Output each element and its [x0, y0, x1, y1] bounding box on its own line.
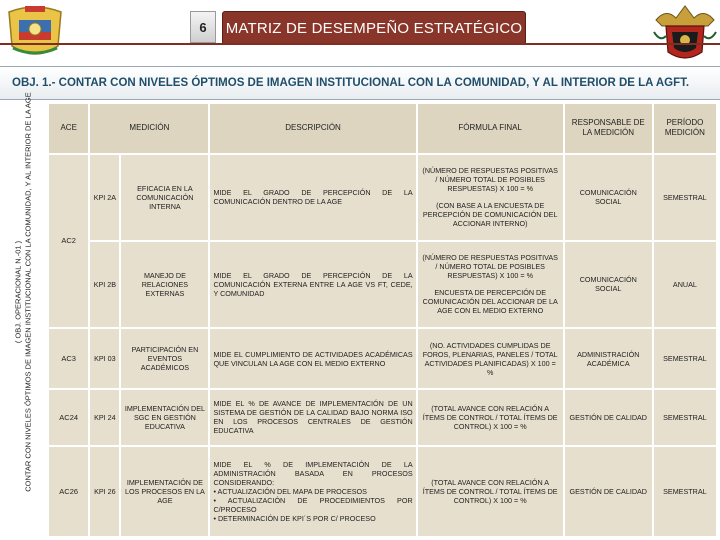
periodo-cell: SEMESTRAL [654, 155, 716, 240]
table-row [49, 447, 716, 536]
medicion-cell: IMPLEMENTACIÓN DE LOS PROCESOS EN LA AGE [121, 447, 208, 536]
medicion-cell: MANEJO DE RELACIONES EXTERNAS [121, 242, 208, 327]
descripcion-cell: MIDE EL GRADO DE PERCEPCIÓN DE LA COMUNICACIÓN EXTERNA ENTRE LA AGE VS FT, CEDE, Y COMUNIDAD [210, 242, 415, 327]
header-responsable: RESPONSABLE DE LA MEDICIÓN [565, 104, 652, 153]
header-descripcion: DESCRIPCIÓN [210, 104, 415, 153]
side-label [0, 92, 46, 540]
header-medicion: MEDICIÓN [90, 104, 208, 153]
periodo-cell: ANUAL [654, 242, 716, 327]
slide-number: 6 [190, 11, 216, 43]
kpi-cell: KPI 2A [90, 155, 119, 240]
page-title: MATRIZ DE DESEMPEÑO ESTRATÉGICO [222, 11, 526, 45]
ace-cell: AC26 [49, 447, 88, 536]
responsable-cell: GESTIÓN DE CALIDAD [565, 447, 652, 536]
periodo-cell: SEMESTRAL [654, 329, 716, 388]
descripcion-cell: MIDE EL % DE AVANCE DE IMPLEMENTACIÓN DE UN SISTEMA DE GESTIÓN DE LA CALIDAD BAJO NORMA ISO EN LOS PROCESOS CENTRALES DE GESTIÓN EDUCATIVA [210, 390, 415, 445]
descripcion-cell [210, 447, 415, 536]
descripcion-line: • ACTUALIZACIÓN DEL MAPA DE PROCESOS [213, 486, 367, 496]
formula-cell: (TOTAL AVANCE CON RELACIÓN A ÍTEMS DE CONTROL / TOTAL ÍTEMS DE CONTROL) X 100 = % [418, 447, 563, 536]
side-label-line2: CONTAR CON NIVELES ÓPTIMOS DE IMAGEN INSTITUCIONAL CON LA COMUNIDAD, Y AL INTERIOR DE LA AGE [23, 92, 32, 492]
formula-cell: (TOTAL AVANCE CON RELACIÓN A ÍTEMS DE CONTROL / TOTAL ÍTEMS DE CONTROL) X 100 = % [418, 390, 563, 445]
objective-heading: OBJ. 1.- CONTAR CON NIVELES ÓPTIMOS DE IMAGEN INSTITUCIONAL CON LA COMUNIDAD, Y AL INTERIOR DE LA AGFT. [0, 66, 720, 100]
formula-cell [418, 155, 563, 240]
table-row [49, 329, 716, 388]
header-periodo: PERÍODO MEDICIÓN [654, 104, 716, 153]
kpi-cell: KPI 03 [90, 329, 119, 388]
kpi-cell: KPI 24 [90, 390, 119, 445]
responsable-cell: ADMINISTRACIÓN ACADÉMICA [565, 329, 652, 388]
periodo-cell: SEMESTRAL [654, 447, 716, 536]
medicion-cell: IMPLEMENTACIÓN DEL SGC EN GESTIÓN EDUCATIVA [121, 390, 208, 445]
formula-note: ENCUESTA DE PERCEPCIÓN DE COMUNICACIÓN DEL ACCIONAR DE LA AGE CON EL MEDIO EXTERNO [422, 288, 558, 316]
performance-matrix [47, 102, 718, 538]
formula-text: (NÚMERO DE RESPUESTAS POSITIVAS / NÚMERO TOTAL DE POSIBLES RESPUESTAS) X 100 = % [422, 166, 558, 194]
descripcion-line: MIDE EL % DE IMPLEMENTACIÓN DE LA ADMINISTRACIÓN BASADA EN PROCESOS CONSIDERANDO: [213, 459, 413, 487]
table-row [49, 242, 716, 327]
header-ace: ACE [49, 104, 88, 153]
formula-note: (CON BASE A LA ENCUESTA DE PERCEPCIÓN DE COMUNICACIÓN DEL ACCIONAR INTERNO) [422, 201, 558, 229]
kpi-cell: KPI 2B [90, 242, 119, 327]
formula-cell: (NO. ACTIVIDADES CUMPLIDAS DE FOROS, PLENARIAS, PANELES / TOTAL ACTIVIDADES PLANIFICADAS) X 100 = % [418, 329, 563, 388]
descripcion-cell: MIDE EL GRADO DE PERCEPCIÓN DE LA COMUNICACIÓN DENTRO DE LA AGE [210, 155, 415, 240]
medicion-cell: PARTICIPACIÓN EN EVENTOS ACADÉMICOS [121, 329, 208, 388]
right-crest-logo [652, 2, 718, 64]
header-row [49, 104, 716, 153]
kpi-cell: KPI 26 [90, 447, 119, 536]
title-divider [0, 43, 720, 45]
formula-cell [418, 242, 563, 327]
descripcion-line: • ACTUALIZACIÓN DE PROCEDIMIENTOS POR C/PROCESO [213, 495, 413, 514]
side-label-line1: ( OBJ. OPERACIONAL N.-01 ) [13, 240, 23, 344]
descripcion-cell: MIDE EL CUMPLIMIENTO DE ACTIVIDADES ACADÉMICAS QUE VINCULAN LA AGE CON EL MEDIO EXTERNO [210, 329, 415, 388]
responsable-cell: COMUNICACIÓN SOCIAL [565, 155, 652, 240]
table-row [49, 155, 716, 240]
ace-cell: AC2 [49, 155, 88, 327]
ace-cell: AC3 [49, 329, 88, 388]
responsable-cell: GESTIÓN DE CALIDAD [565, 390, 652, 445]
medicion-cell: EFICACIA EN LA COMUNICACIÓN INTERNA [121, 155, 208, 240]
responsable-cell: COMUNICACIÓN SOCIAL [565, 242, 652, 327]
header-formula: FÓRMULA FINAL [418, 104, 563, 153]
descripcion-line: • DETERMINACIÓN DE KPI´S POR C/ PROCESO [213, 513, 376, 523]
left-crest-logo [3, 2, 67, 62]
formula-text: (NÚMERO DE RESPUESTAS POSITIVAS / NÚMERO TOTAL DE POSIBLES RESPUESTAS) X 100 = % [422, 253, 558, 281]
periodo-cell: SEMESTRAL [654, 390, 716, 445]
table-row [49, 390, 716, 445]
ace-cell: AC24 [49, 390, 88, 445]
